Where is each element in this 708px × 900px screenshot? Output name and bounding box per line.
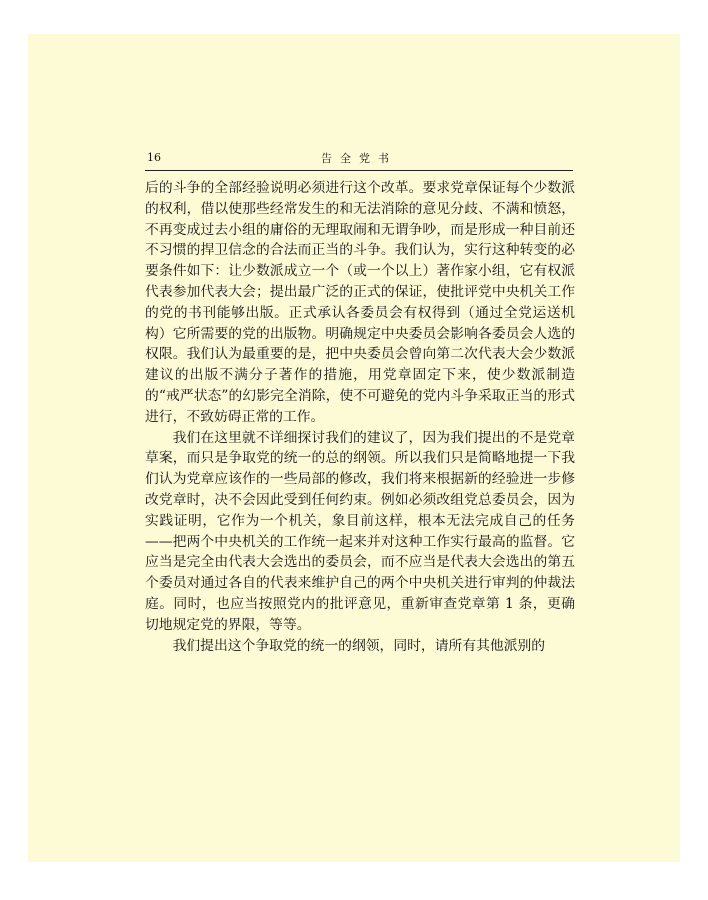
running-title: 告全党书 <box>321 152 397 165</box>
page-header <box>145 148 573 171</box>
page-number: 16 <box>147 151 161 164</box>
paragraph-2: 我们在这里就不详细探讨我们的建议了，因为我们提出的不是党章草案，而只是争取党的统一的总的纲领。所以我们只是简略地提一下我们认为党章应该作的一些局部的修改，我们将来根据新的经验进一步修改党章时，决不会因此受到任何约束。例如必须改组党总委员会，因为实践证明，它作为一个机关，象目前这样，根本无法完成自己的任务——把两个中央机关的工作统一起来并对这种工作实行最高的监督。它应当是完全由代表大会选出的委员会，而不应当是代表大会选出的第五个委员对通过各自的代表来维护自己的两个中央机关进行审判的仲裁法庭。同时，也应当按照党内的批评意见，重新审查党章第 1 条，更确切地规定党的界限，等等。 <box>145 429 575 633</box>
paragraph-1: 后的斗争的全部经验说明必须进行这个改革。要求党章保证每个少数派的权利，借以使那些经常发生的和无法消除的意见分歧、不满和愤怒，不再变成过去小组的庸俗的无理取闹和无谓争吵，而是形成一种目前还不习惯的捍卫信念的合法而正当的斗争。我们认为，实行这种转变的必要条件如下：让少数派成立一个（或一个以上）著作家小组，它有权派代表参加代表大会；提出最广泛的正式的保证，使批评党中央机关工作的党的书刊能够出版。正式承认各委员会有权得到（通过全党运送机构）它所需要的党的出版物。明确规定中央委员会影响各委员会人选的权限。我们认为最重要的是，把中央委员会曾向第二次代表大会少数派建议的出版不满分子著作的措施，用党章固定下来，使少数派制造的“戒严状态”的幻影完全消除，使不可避免的党内斗争采取正当的形式进行，不致妨碍正常的工作。 <box>145 180 575 425</box>
body-text <box>145 178 575 656</box>
paragraph-3: 我们提出这个争取党的统一的纲领，同时，请所有其他派别的 <box>172 637 546 654</box>
